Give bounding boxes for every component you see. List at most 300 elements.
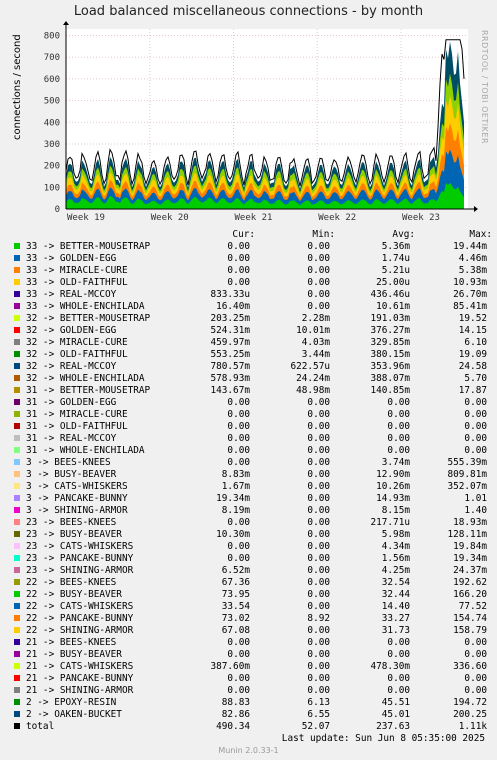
legend-series-name: 2 -> OAKEN-BUCKET [26, 709, 122, 720]
legend-series-name: 31 -> OLD-FAITHFUL [26, 421, 128, 432]
legend-row [12, 325, 487, 337]
legend-avg: 217.71u [370, 517, 410, 528]
legend-avg: 3.74m [381, 457, 410, 468]
legend-avg: 10.26m [376, 481, 410, 492]
legend-min: 48.98m [296, 385, 330, 396]
legend-row [12, 433, 487, 445]
legend-min: 0.00 [307, 241, 330, 252]
legend-row [12, 613, 487, 625]
legend-avg: 0.00 [387, 409, 410, 420]
legend-swatch [14, 459, 20, 465]
legend-cur: 780.57m [210, 361, 250, 372]
legend-cur: 0.00 [227, 553, 250, 564]
legend-cur: 0.00 [227, 541, 250, 552]
legend-avg: 140.85m [370, 385, 410, 396]
legend-max: 19.44m [453, 241, 487, 252]
legend-cur: 0.00 [227, 685, 250, 696]
legend-swatch [14, 447, 20, 453]
legend-max: 5.70 [464, 373, 487, 384]
legend-avg: 0.00 [387, 673, 410, 684]
legend-max: 6.10 [464, 337, 487, 348]
legend-max: 1.01 [464, 493, 487, 504]
legend-series-name: 32 -> GOLDEN-EGG [26, 325, 117, 336]
legend-max: 19.09 [458, 349, 487, 360]
x-tick-label: Week 22 [318, 213, 357, 223]
y-tick-labels [44, 32, 60, 215]
legend-series-name: 33 -> BETTER-MOUSETRAP [26, 241, 151, 252]
legend-cur: 0.00 [227, 409, 250, 420]
legend-max: 19.52 [458, 313, 487, 324]
chart-plot [0, 0, 497, 225]
x-tick-label: Week 20 [150, 213, 189, 223]
legend-swatch [14, 243, 20, 249]
legend-min: 0.00 [307, 673, 330, 684]
legend-swatch [14, 675, 20, 681]
legend-min: 2.28m [301, 313, 330, 324]
legend-cur: 16.40m [216, 301, 250, 312]
legend-series-name: 21 -> BEES-KNEES [26, 637, 117, 648]
legend-row [12, 541, 487, 553]
legend-series-name: 33 -> OLD-FAITHFUL [26, 277, 128, 288]
legend-min: 0.00 [307, 277, 330, 288]
legend-row [12, 265, 487, 277]
legend-avg: 0.00 [387, 421, 410, 432]
legend-series-name: 22 -> SHINING-ARMOR [26, 625, 134, 636]
legend-row [12, 373, 487, 385]
legend-min: 10.01m [296, 325, 330, 336]
rrdtool-credit: RRDTOOL / TOBI OETIKER [480, 30, 489, 145]
legend-max: 128.11m [447, 529, 487, 540]
legend-avg: 436.46u [370, 289, 410, 300]
legend-max: 77.52 [458, 601, 487, 612]
legend-avg: 388.07m [370, 373, 410, 384]
legend-series-name: 32 -> MIRACLE-CURE [26, 337, 128, 348]
legend-swatch [14, 603, 20, 609]
y-tick-label: 400 [43, 118, 60, 129]
legend-swatch [14, 435, 20, 441]
legend-max: 14.15 [458, 325, 487, 336]
legend-header-cur: Cur: [232, 229, 255, 240]
legend-min: 0.00 [307, 481, 330, 492]
legend-swatch [14, 711, 20, 717]
legend-max: 19.34m [453, 553, 487, 564]
legend-swatch [14, 339, 20, 345]
legend-min: 0.00 [307, 541, 330, 552]
legend-swatch [14, 699, 20, 705]
legend-avg: 12.90m [376, 469, 410, 480]
legend-row [12, 637, 487, 649]
legend-avg: 478.30m [370, 661, 410, 672]
legend-swatch [14, 519, 20, 525]
legend-min: 3.44m [301, 349, 330, 360]
legend-row [12, 301, 487, 313]
legend-max: 19.84m [453, 541, 487, 552]
legend-min: 0.00 [307, 493, 330, 504]
legend-max: 166.20 [453, 589, 487, 600]
legend-row [12, 481, 487, 493]
legend-max: 158.79 [453, 625, 487, 636]
legend-avg: 5.98m [381, 529, 410, 540]
y-axis-arrow [63, 21, 69, 25]
legend-row [12, 565, 487, 577]
legend-cur: 0.00 [227, 433, 250, 444]
legend-cur: 82.86 [221, 709, 250, 720]
legend-cur: 143.67m [210, 385, 250, 396]
legend-max: 5.38m [458, 265, 487, 276]
legend-swatch [14, 567, 20, 573]
legend-avg: 10.61m [376, 301, 410, 312]
legend-row [12, 529, 487, 541]
legend-cur: 459.97m [210, 337, 250, 348]
legend-min: 0.00 [307, 421, 330, 432]
legend-avg: 5.21u [381, 265, 410, 276]
legend-max: 555.39m [447, 457, 487, 468]
legend-series-name: total [26, 721, 55, 732]
legend-swatch [14, 267, 20, 273]
legend-avg: 237.63 [376, 721, 410, 732]
legend-avg: 8.15m [381, 505, 410, 516]
legend-avg: 1.56m [381, 553, 410, 564]
legend-swatch [14, 279, 20, 285]
legend-row [12, 685, 487, 697]
legend-swatch [14, 375, 20, 381]
legend-cur: 33.54 [221, 601, 250, 612]
legend-cur: 0.00 [227, 637, 250, 648]
legend-avg: 25.00u [376, 277, 410, 288]
y-tick-label: 200 [43, 161, 60, 172]
legend-max: 194.72 [453, 697, 487, 708]
legend-min: 0.00 [307, 685, 330, 696]
legend-avg: 0.00 [387, 445, 410, 456]
x-axis-arrow [474, 206, 478, 212]
legend-cur: 1.67m [221, 481, 250, 492]
legend-max: 4.46m [458, 253, 487, 264]
legend-cur: 0.00 [227, 673, 250, 684]
legend-swatch [14, 399, 20, 405]
legend-row [12, 517, 487, 529]
legend-max: 0.00 [464, 421, 487, 432]
legend-min: 8.92 [307, 613, 330, 624]
legend-row [12, 277, 487, 289]
legend-avg: 0.00 [387, 637, 410, 648]
legend-avg: 31.73 [381, 625, 410, 636]
legend-cur: 203.25m [210, 313, 250, 324]
legend-row [12, 577, 487, 589]
legend-avg: 14.93m [376, 493, 410, 504]
x-tick-label: Week 19 [67, 213, 105, 223]
legend-min: 0.00 [307, 289, 330, 300]
y-tick-label: 300 [43, 139, 60, 150]
legend-avg: 5.36m [381, 241, 410, 252]
legend-row [12, 361, 487, 373]
legend-series-name: 31 -> WHOLE-ENCHILADA [26, 445, 145, 456]
munin-version: Munin 2.0.33-1 [218, 746, 279, 755]
legend-row [12, 409, 487, 421]
legend-avg: 329.85m [370, 337, 410, 348]
legend-series-name: 23 -> PANCAKE-BUNNY [26, 553, 134, 564]
legend-avg: 45.51 [381, 697, 410, 708]
legend-row [12, 289, 487, 301]
legend-min: 0.00 [307, 625, 330, 636]
legend-min: 0.00 [307, 661, 330, 672]
legend-row [12, 469, 487, 481]
x-tick-label: Week 23 [402, 213, 440, 223]
legend-max: 1.11k [458, 721, 487, 732]
legend-row [12, 649, 487, 661]
legend-series-name: 23 -> BUSY-BEAVER [26, 529, 122, 540]
legend-row [12, 505, 487, 517]
chart-title: Load balanced miscellaneous connections - by month [73, 4, 424, 19]
legend-avg: 4.34m [381, 541, 410, 552]
legend-swatch [14, 291, 20, 297]
legend-cur: 8.19m [221, 505, 250, 516]
legend-row [12, 313, 487, 325]
legend-avg: 0.00 [387, 397, 410, 408]
legend-min: 0.00 [307, 601, 330, 612]
legend-min: 0.00 [307, 565, 330, 576]
legend-max: 26.70m [453, 289, 487, 300]
legend-min: 0.00 [307, 433, 330, 444]
y-axis-label-text: connections / second [12, 34, 23, 140]
legend-min: 0.00 [307, 649, 330, 660]
y-tick-label: 600 [43, 74, 60, 85]
legend-cur: 88.83 [221, 697, 250, 708]
legend-max: 336.60 [453, 661, 487, 672]
legend-min: 0.00 [307, 529, 330, 540]
legend-swatch [14, 423, 20, 429]
legend-swatch [14, 543, 20, 549]
legend-min: 0.00 [307, 397, 330, 408]
legend-max: 154.74 [453, 613, 487, 624]
legend-min: 52.07 [301, 721, 330, 732]
legend-series-name: 23 -> BEES-KNEES [26, 517, 117, 528]
y-tick-label: 500 [43, 96, 60, 107]
legend-cur: 0.00 [227, 649, 250, 660]
legend-row [12, 553, 487, 565]
legend-swatch [14, 411, 20, 417]
legend-min: 0.00 [307, 445, 330, 456]
legend-min: 6.55 [307, 709, 330, 720]
legend-cur: 553.25m [210, 349, 250, 360]
legend-min: 0.00 [307, 517, 330, 528]
y-tick-label: 800 [43, 31, 60, 42]
legend-swatch [14, 723, 20, 729]
legend-series-name: 31 -> REAL-MCCOY [26, 433, 117, 444]
legend-max: 200.25 [453, 709, 487, 720]
legend-cur: 67.08 [221, 625, 250, 636]
legend-header-max: Max: [469, 229, 492, 240]
legend-series-name: 33 -> WHOLE-ENCHILADA [26, 301, 145, 312]
legend-min: 0.00 [307, 457, 330, 468]
legend-series-name: 33 -> REAL-MCCOY [26, 289, 117, 300]
legend-swatch [14, 495, 20, 501]
legend-row [12, 721, 487, 733]
legend-row [12, 661, 487, 673]
legend-row [12, 445, 487, 457]
legend-swatch [14, 531, 20, 537]
legend-max: 0.00 [464, 649, 487, 660]
legend-row [12, 337, 487, 349]
legend-max: 0.00 [464, 673, 487, 684]
legend-swatch [14, 651, 20, 657]
legend-cur: 0.00 [227, 277, 250, 288]
legend-avg: 32.54 [381, 577, 410, 588]
legend-min: 0.00 [307, 253, 330, 264]
legend-row [12, 397, 487, 409]
legend-series-name: 22 -> CATS-WHISKERS [26, 601, 134, 612]
legend-cur: 524.31m [210, 325, 250, 336]
y-tick-label: 0 [54, 205, 60, 215]
legend-max: 24.37m [453, 565, 487, 576]
legend-avg: 376.27m [370, 325, 410, 336]
last-update: Last update: Sun Jun 8 05:35:00 2025 [281, 733, 485, 744]
legend-min: 0.00 [307, 469, 330, 480]
legend-min: 0.00 [307, 409, 330, 420]
legend-avg: 0.00 [387, 649, 410, 660]
legend-series-name: 22 -> BEES-KNEES [26, 577, 117, 588]
legend-swatch [14, 639, 20, 645]
legend-min: 0.00 [307, 553, 330, 564]
legend-series-name: 33 -> GOLDEN-EGG [26, 253, 117, 264]
legend-cur: 0.00 [227, 241, 250, 252]
legend-series-name: 31 -> GOLDEN-EGG [26, 397, 117, 408]
legend-avg: 33.27 [381, 613, 410, 624]
legend-cur: 19.34m [216, 493, 250, 504]
legend-swatch [14, 615, 20, 621]
legend-cur: 833.33u [210, 289, 250, 300]
x-tick-label: Week 21 [234, 213, 273, 223]
legend-max: 0.00 [464, 433, 487, 444]
legend-max: 0.00 [464, 685, 487, 696]
legend-row [12, 349, 487, 361]
legend-header-avg: Avg: [392, 229, 415, 240]
legend-row [12, 241, 487, 253]
legend-swatch [14, 627, 20, 633]
legend-header-min: Min: [312, 229, 335, 240]
legend-max: 18.93m [453, 517, 487, 528]
legend-avg: 14.40 [381, 601, 410, 612]
legend-series-name: 32 -> WHOLE-ENCHILADA [26, 373, 145, 384]
legend-avg: 353.96m [370, 361, 410, 372]
legend-avg: 45.01 [381, 709, 410, 720]
legend-max: 24.58 [458, 361, 487, 372]
legend-swatch [14, 387, 20, 393]
legend-row [12, 709, 487, 721]
legend-max: 0.00 [464, 637, 487, 648]
legend-swatch [14, 483, 20, 489]
legend-min: 4.03m [301, 337, 330, 348]
legend-cur: 10.30m [216, 529, 250, 540]
legend-series-name: 21 -> BUSY-BEAVER [26, 649, 122, 660]
legend-max: 809.81m [447, 469, 487, 480]
legend-row [12, 673, 487, 685]
legend-series-name: 3 -> PANCAKE-BUNNY [26, 493, 128, 504]
legend-series-name: 3 -> BUSY-BEAVER [26, 469, 117, 480]
legend-series-name: 32 -> BETTER-MOUSETRAP [26, 313, 151, 324]
legend-swatch [14, 327, 20, 333]
legend-avg: 4.25m [381, 565, 410, 576]
legend-max: 1.40 [464, 505, 487, 516]
legend-swatch [14, 363, 20, 369]
legend-min: 24.24m [296, 373, 330, 384]
legend-series-name: 3 -> SHINING-ARMOR [26, 505, 128, 516]
legend-avg: 32.44 [381, 589, 410, 600]
legend-cur: 8.83m [221, 469, 250, 480]
legend-swatch [14, 579, 20, 585]
legend-swatch [14, 591, 20, 597]
legend-swatch [14, 315, 20, 321]
legend-series-name: 3 -> CATS-WHISKERS [26, 481, 128, 492]
legend-row [12, 493, 487, 505]
legend-avg: 1.74u [381, 253, 410, 264]
legend-max: 17.87 [458, 385, 487, 396]
legend-cur: 6.52m [221, 565, 250, 576]
legend-swatch [14, 507, 20, 513]
legend-row [12, 601, 487, 613]
legend-cur: 73.02 [221, 613, 250, 624]
legend-cur: 0.00 [227, 517, 250, 528]
y-tick-label: 100 [43, 183, 60, 194]
legend-series-name: 22 -> PANCAKE-BUNNY [26, 613, 134, 624]
legend-max: 192.62 [453, 577, 487, 588]
legend-max: 10.93m [453, 277, 487, 288]
legend-swatch [14, 303, 20, 309]
legend-avg: 0.00 [387, 685, 410, 696]
legend-cur: 578.93m [210, 373, 250, 384]
legend-series-name: 23 -> CATS-WHISKERS [26, 541, 134, 552]
legend-avg: 0.00 [387, 433, 410, 444]
legend-min: 622.57u [290, 361, 330, 372]
legend-row [12, 457, 487, 469]
legend-cur: 73.95 [221, 589, 250, 600]
legend-max: 0.00 [464, 409, 487, 420]
legend-cur: 490.34 [216, 721, 250, 732]
legend-row [12, 697, 487, 709]
legend-swatch [14, 555, 20, 561]
legend-max: 85.41m [453, 301, 487, 312]
legend-min: 0.00 [307, 505, 330, 516]
legend-cur: 0.00 [227, 253, 250, 264]
legend-swatch [14, 663, 20, 669]
legend-series-name: 31 -> BETTER-MOUSETRAP [26, 385, 151, 396]
x-tick-labels [67, 213, 440, 223]
legend-cur: 387.60m [210, 661, 250, 672]
legend-row [12, 253, 487, 265]
legend-row [12, 385, 487, 397]
legend-row [12, 625, 487, 637]
legend-series-name: 33 -> MIRACLE-CURE [26, 265, 128, 276]
legend-series-name: 21 -> SHINING-ARMOR [26, 685, 134, 696]
legend-max: 0.00 [464, 397, 487, 408]
legend-max: 0.00 [464, 445, 487, 456]
legend-series-name: 22 -> BUSY-BEAVER [26, 589, 122, 600]
legend-series-name: 31 -> MIRACLE-CURE [26, 409, 128, 420]
legend-series-name: 2 -> EPOXY-RESIN [26, 697, 117, 708]
legend-min: 0.00 [307, 637, 330, 648]
legend-avg: 191.03m [370, 313, 410, 324]
legend-series-name: 21 -> PANCAKE-BUNNY [26, 673, 134, 684]
legend-swatch [14, 255, 20, 261]
legend-cur: 67.36 [221, 577, 250, 588]
legend-series-name: 32 -> OLD-FAITHFUL [26, 349, 128, 360]
legend-min: 0.00 [307, 301, 330, 312]
legend-min: 0.00 [307, 577, 330, 588]
legend-row [12, 421, 487, 433]
legend-cur: 0.00 [227, 265, 250, 276]
legend-avg: 380.15m [370, 349, 410, 360]
y-tick-label: 700 [43, 53, 60, 64]
legend-swatch [14, 687, 20, 693]
